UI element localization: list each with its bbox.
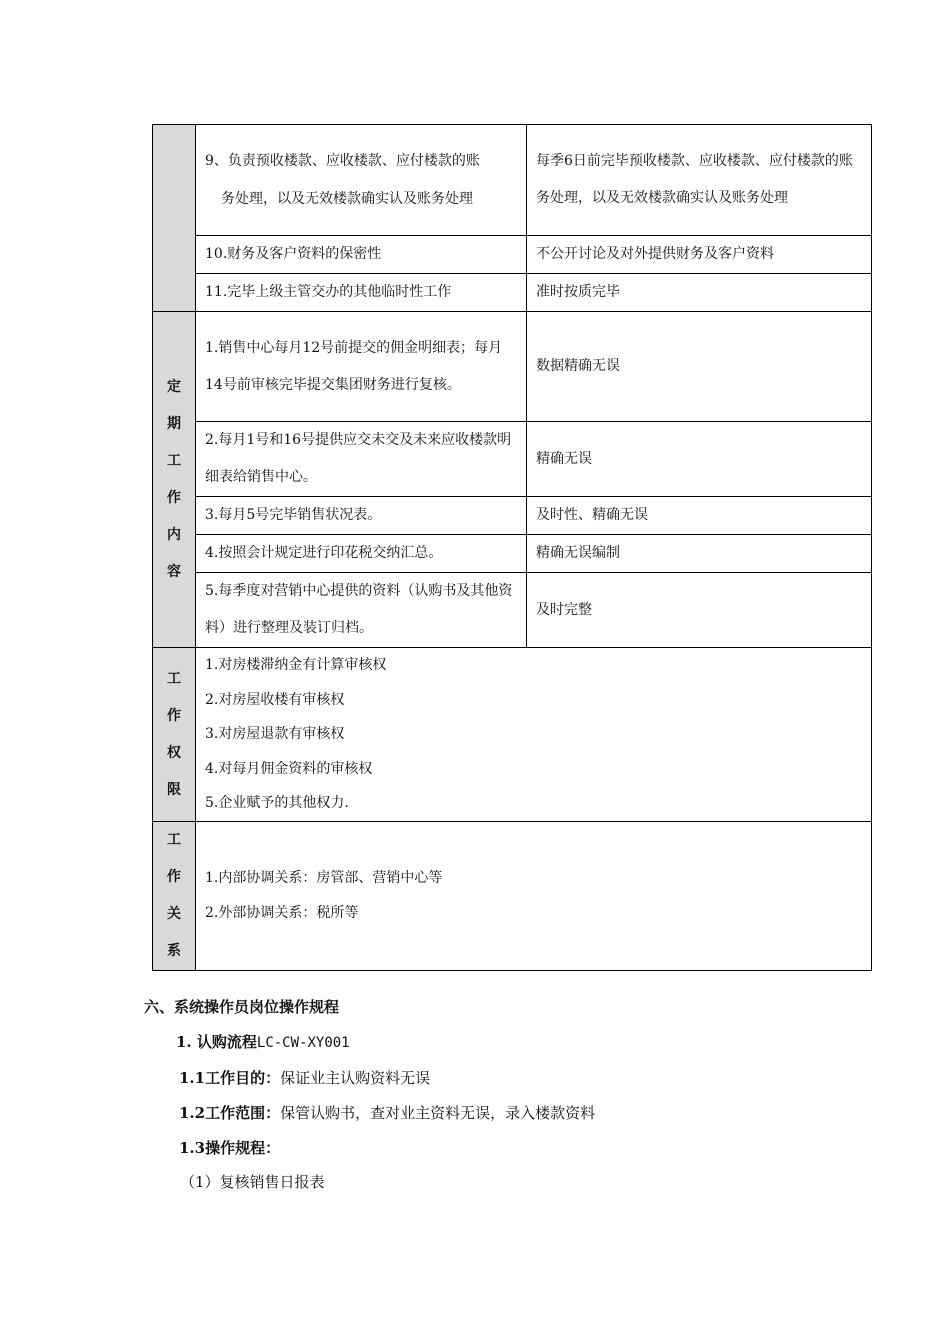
table-row [153, 125, 872, 236]
duty-cell: 10.财务及客户资料的保密性 [196, 236, 527, 274]
duty-cell: 11.完毕上级主管交办的其他临时性工作 [196, 274, 527, 312]
table-row [153, 822, 872, 971]
section-heading: 六、系统操作员岗位操作规程 [144, 998, 340, 1016]
list-item: 5.企业赋予的其他权力. [205, 795, 349, 812]
relations-list [196, 822, 872, 971]
side-label-cell [153, 125, 196, 312]
table-row [153, 573, 872, 648]
duty-cell: 5.每季度对营销中心提供的资料（认购书及其他资料）进行整理及装订归档。 [196, 573, 527, 648]
scope-line: 1.2工作范围：保管认购书，查对业主资料无误，录入楼款资料 [179, 1104, 596, 1122]
standard-cell: 每季6日前完毕预收楼款、应收楼款、应付楼款的账务处理，以及无效楼款确实认及账务处理 [527, 125, 872, 236]
work-authority-label: 工 作 权 限 [153, 648, 196, 822]
table-row [153, 274, 872, 312]
table-row [153, 497, 872, 535]
table-row [153, 535, 872, 573]
list-item: 4.对每月佣金资料的审核权 [205, 760, 373, 777]
purpose-line: 1.1工作目的：保证业主认购资料无误 [179, 1069, 431, 1087]
periodic-work-label: 定 期 工 作 内 容 [153, 312, 196, 648]
procedure-heading: 1.3操作规程： [179, 1139, 281, 1157]
standard-cell: 准时按质完毕 [527, 274, 872, 312]
standard-cell: 及时完整 [527, 573, 872, 648]
table-row [153, 648, 872, 822]
list-item: 3.对房屋退款有审核权 [205, 726, 345, 743]
duty-cell: 3.每月5号完毕销售状况表。 [196, 497, 527, 535]
standard-cell: 精确无误 [527, 422, 872, 497]
standard-cell: 数据精确无误 [527, 312, 872, 422]
subsection-title: 1. 认购流程LC-CW-XY001 [176, 1033, 350, 1051]
duty-cell: 1.销售中心每月12号前提交的佣金明细表；每月14号前审核完毕提交集团财务进行复核。 [196, 312, 527, 422]
duty-cell: 4.按照会计规定进行印花税交纳汇总。 [196, 535, 527, 573]
job-description-table [152, 124, 872, 971]
standard-cell: 及时性、精确无误 [527, 497, 872, 535]
list-item: 2.外部协调关系：税所等 [205, 905, 359, 921]
duty-cell: 9、负责预收楼款、应收楼款、应付楼款的账 务处理，以及无效楼款确实认及账务处理 [196, 125, 527, 236]
step-item: （1）复核销售日报表 [180, 1173, 325, 1191]
list-item: 2.对房屋收楼有审核权 [205, 691, 345, 708]
authority-list [196, 648, 872, 822]
list-item: 1.内部协调关系：房管部、营销中心等 [205, 870, 443, 886]
table-row [153, 312, 872, 422]
table-row [153, 422, 872, 497]
duty-cell: 2.每月1号和16号提供应交未交及未来应收楼款明细表给销售中心。 [196, 422, 527, 497]
standard-cell: 精确无误编制 [527, 535, 872, 573]
standard-cell: 不公开讨论及对外提供财务及客户资料 [527, 236, 872, 274]
list-item: 1.对房楼滞纳金有计算审核权 [205, 657, 387, 674]
work-relations-label: 工 作 关 系 [153, 822, 196, 971]
table-row [153, 236, 872, 274]
